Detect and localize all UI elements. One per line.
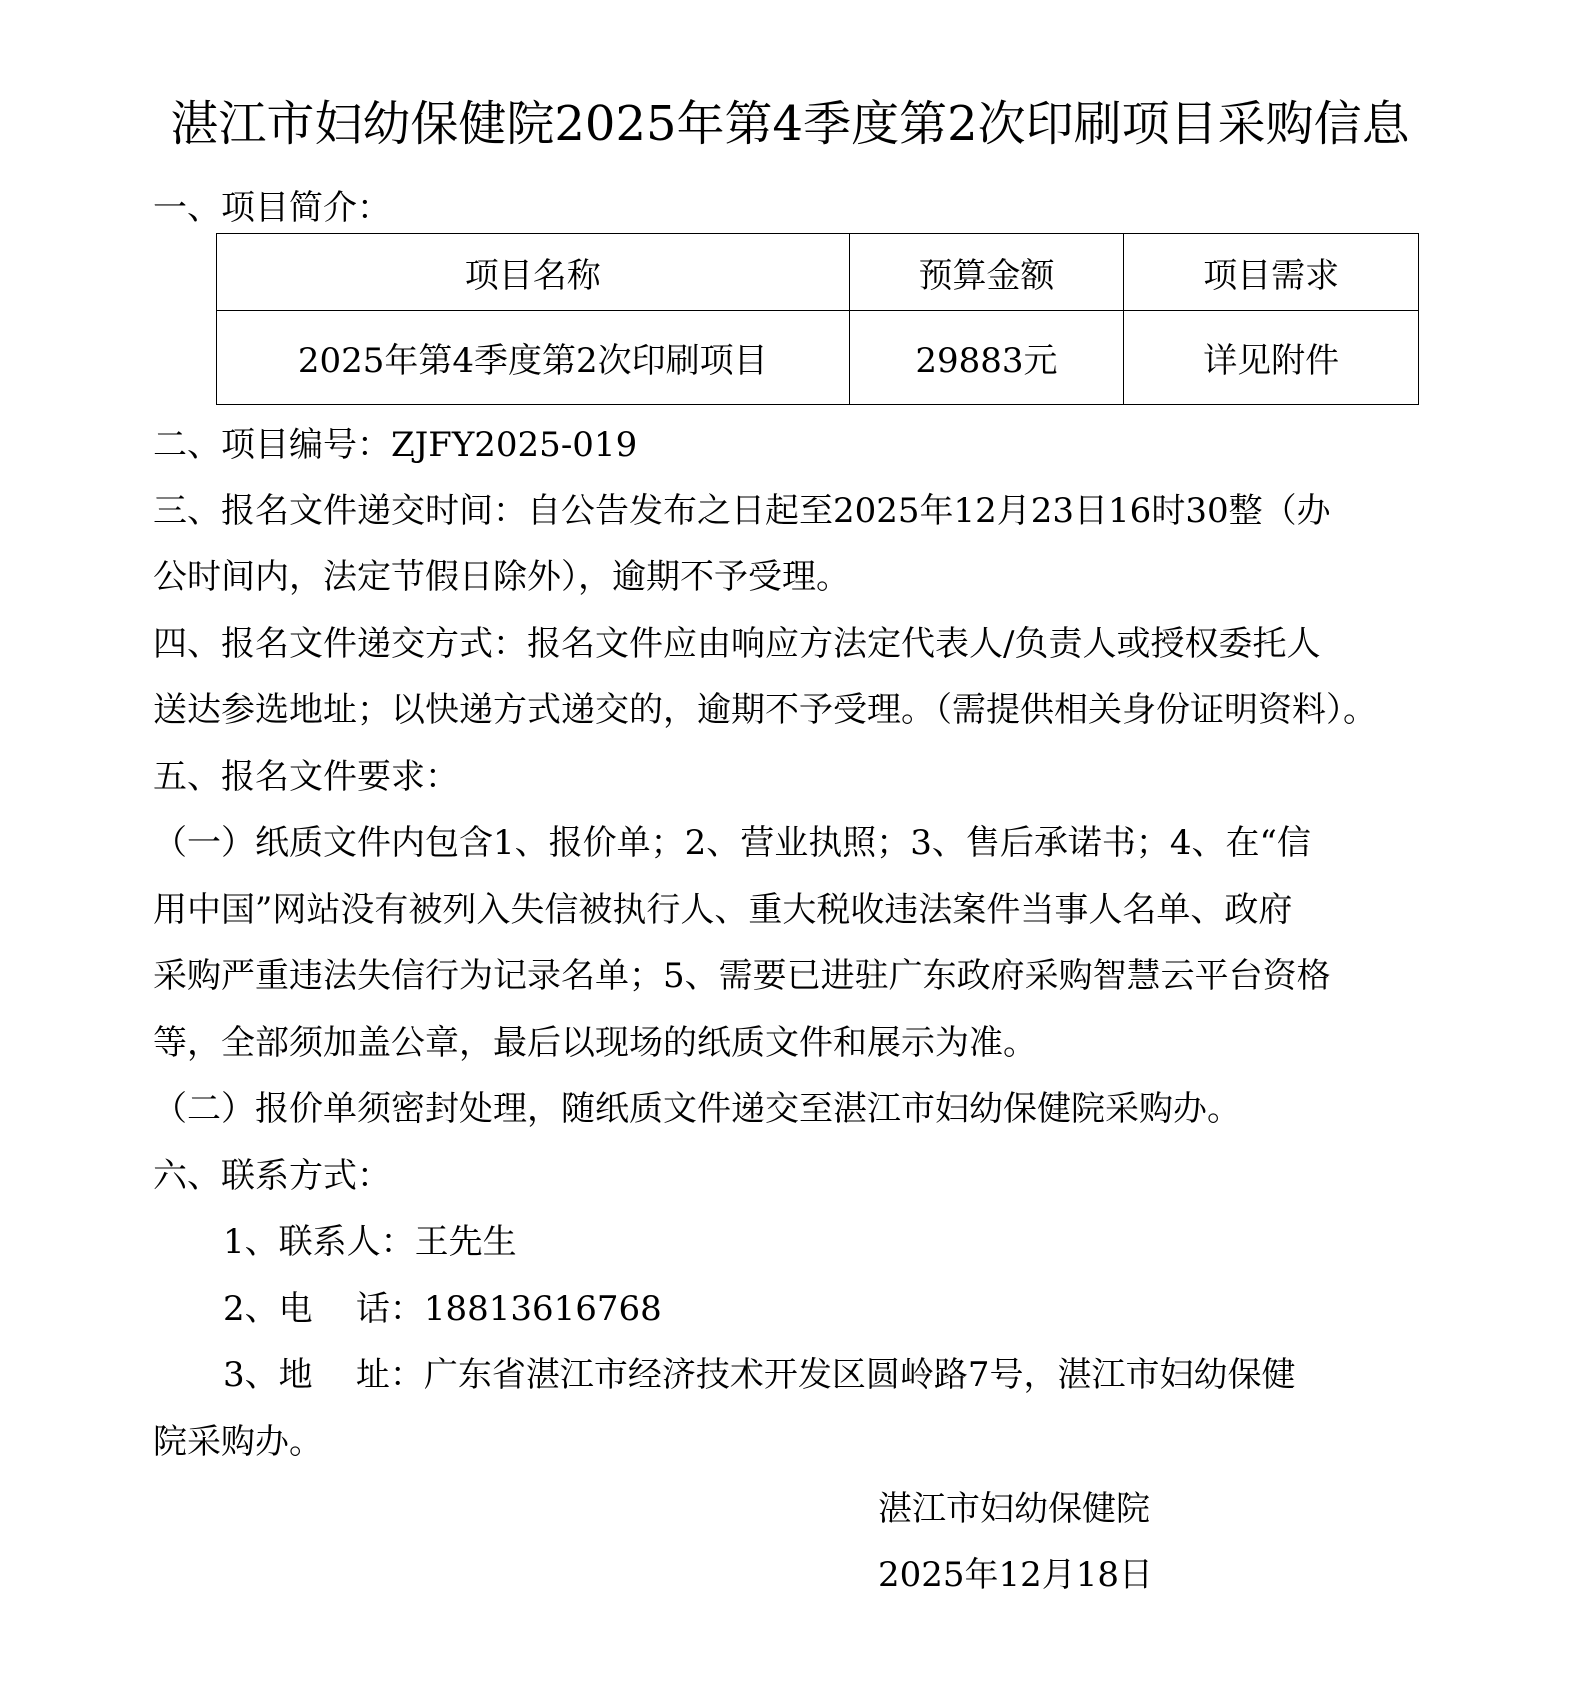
cell-requirement: 详见附件 <box>1124 311 1419 405</box>
section-6-heading: 六、联系方式： <box>153 1156 391 1196</box>
header-budget: 预算金额 <box>849 234 1124 311</box>
requirement-item1-line-2: 用中国”网站没有被列入失信被执行人、重大税收违法案件当事人名单、政府 <box>153 890 1293 930</box>
submission-method-line-2: 送达参选地址；以快递方式递交的，逾期不予受理。（需提供相关身份证明资料）。 <box>153 690 1377 730</box>
contact-address-line-1: 3、地 址：广东省湛江市经济技术开发区圆岭路7号，湛江市妇幼保健 <box>223 1355 1296 1395</box>
table-header-row <box>217 234 1419 311</box>
signature-date: 2025年12月18日 <box>878 1555 1154 1595</box>
requirement-item1-line-1: （一）纸质文件内包含1、报价单；2、营业执照；3、售后承诺书；4、在“信 <box>153 823 1311 863</box>
contact-phone: 2、电 话：18813616768 <box>223 1289 662 1329</box>
project-table <box>216 233 1419 405</box>
submission-time-line-2: 公时间内，法定节假日除外），逾期不予受理。 <box>153 557 850 597</box>
document-title: 湛江市妇幼保健院2025年第4季度第2次印刷项目采购信息 <box>170 96 1410 152</box>
contact-person: 1、联系人：王先生 <box>223 1222 517 1262</box>
requirement-item2: （二）报价单须密封处理，随纸质文件递交至湛江市妇幼保健院采购办。 <box>153 1089 1241 1129</box>
signature-org: 湛江市妇幼保健院 <box>878 1489 1150 1529</box>
section-1-heading: 一、项目简介： <box>153 188 391 228</box>
header-requirement: 项目需求 <box>1124 234 1419 311</box>
section-5-heading: 五、报名文件要求： <box>153 757 459 797</box>
submission-method-line-1: 四、报名文件递交方式：报名文件应由响应方法定代表人/负责人或授权委托人 <box>153 624 1321 664</box>
submission-time-line-1: 三、报名文件递交时间：自公告发布之日起至2025年12月23日16时30整（办 <box>153 491 1331 531</box>
header-project-name: 项目名称 <box>217 234 850 311</box>
requirement-item1-line-3: 采购严重违法失信行为记录名单；5、需要已进驻广东政府采购智慧云平台资格 <box>153 956 1331 996</box>
table-row <box>217 311 1419 405</box>
requirement-item1-line-4: 等，全部须加盖公章，最后以现场的纸质文件和展示为准。 <box>153 1023 1037 1063</box>
contact-address-line-2: 院采购办。 <box>153 1422 323 1462</box>
project-number: 二、项目编号：ZJFY2025-019 <box>153 425 638 465</box>
cell-budget: 29883元 <box>849 311 1124 405</box>
cell-project-name: 2025年第4季度第2次印刷项目 <box>217 311 850 405</box>
